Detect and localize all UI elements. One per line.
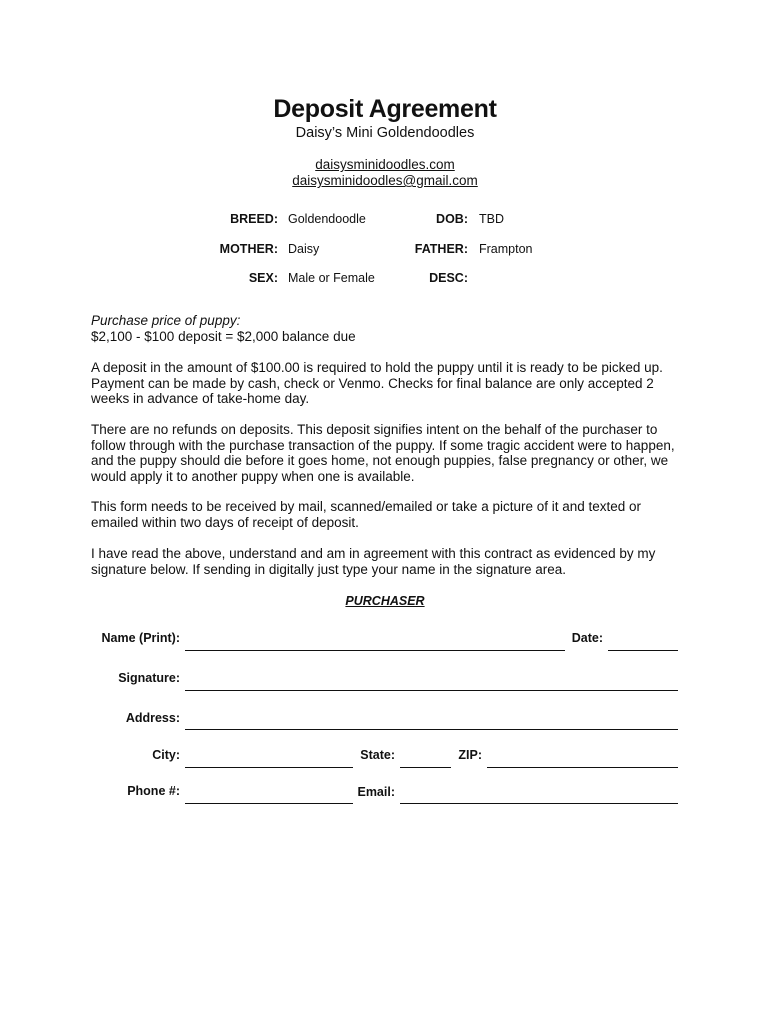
phone-field-line[interactable] [185,803,353,804]
price-heading: Purchase price of puppy: [91,313,241,328]
state-field-line[interactable] [400,767,451,768]
website-link[interactable]: daisysminidoodles.com [315,157,455,172]
signature-label: Signature: [118,671,180,685]
purchaser-heading: PURCHASER [345,594,425,608]
agreement-paragraph: I have read the above, understand and am in agreement with this contract as evidenced by my signature below. If sending in digitally just type your name in the signature area. [91,546,656,577]
state-label: State: [360,748,395,762]
document-title: Deposit Agreement [273,95,497,123]
zip-field-line[interactable] [487,767,678,768]
mother-value: Daisy [288,242,320,256]
price-section [91,313,691,344]
price-detail: $2,100 - $100 deposit = $2,000 balance due [91,328,356,344]
dob-value: TBD [479,212,504,226]
business-name: Daisy’s Mini Goldendoodles [295,125,475,141]
dob-label: DOB: [436,212,468,226]
name-field-line[interactable] [185,650,565,651]
sex-value: Male or Female [288,271,375,285]
date-label: Date: [571,631,603,645]
form-paragraph: This form needs to be received by mail, scanned/emailed or take a picture of it and texted or emailed within two days of receipt of deposit. [91,499,642,530]
address-label: Address: [125,711,180,725]
email-link[interactable]: daisysminidoodles@gmail.com [292,173,478,188]
signature-field-line[interactable] [185,690,678,691]
breed-label: BREED: [230,212,278,226]
name-label: Name (Print): [101,631,180,645]
desc-label: DESC: [429,271,468,285]
city-label: City: [152,748,180,762]
email-field-line[interactable] [400,803,678,804]
sex-label: SEX: [248,271,278,285]
deposit-paragraph: A deposit in the amount of $100.00 is required to hold the puppy until it is ready to be picked up. Payment can be made by cash, check or Venmo. Checks for final balance are only accepted 2 weeks in advance of take-home day. [91,360,663,406]
refund-paragraph: There are no refunds on deposits. This deposit signifies intent on the behalf of the purchaser to follow through with the purchase transaction of the puppy. If some tragic accident were to happen, and the puppy should die before it goes home, not enough puppies, false pregnancy or other, we would apply it to another puppy when one is available. [91,422,675,484]
address-field-line[interactable] [185,729,678,730]
email-label: Email: [357,785,395,799]
father-value: Frampton [479,242,533,256]
date-field-line[interactable] [608,650,678,651]
father-label: FATHER: [414,242,468,256]
zip-label: ZIP: [458,748,482,762]
breed-value: Goldendoodle [288,212,366,226]
city-field-line[interactable] [185,767,353,768]
mother-label: MOTHER: [219,242,278,256]
phone-label: Phone #: [127,784,180,798]
